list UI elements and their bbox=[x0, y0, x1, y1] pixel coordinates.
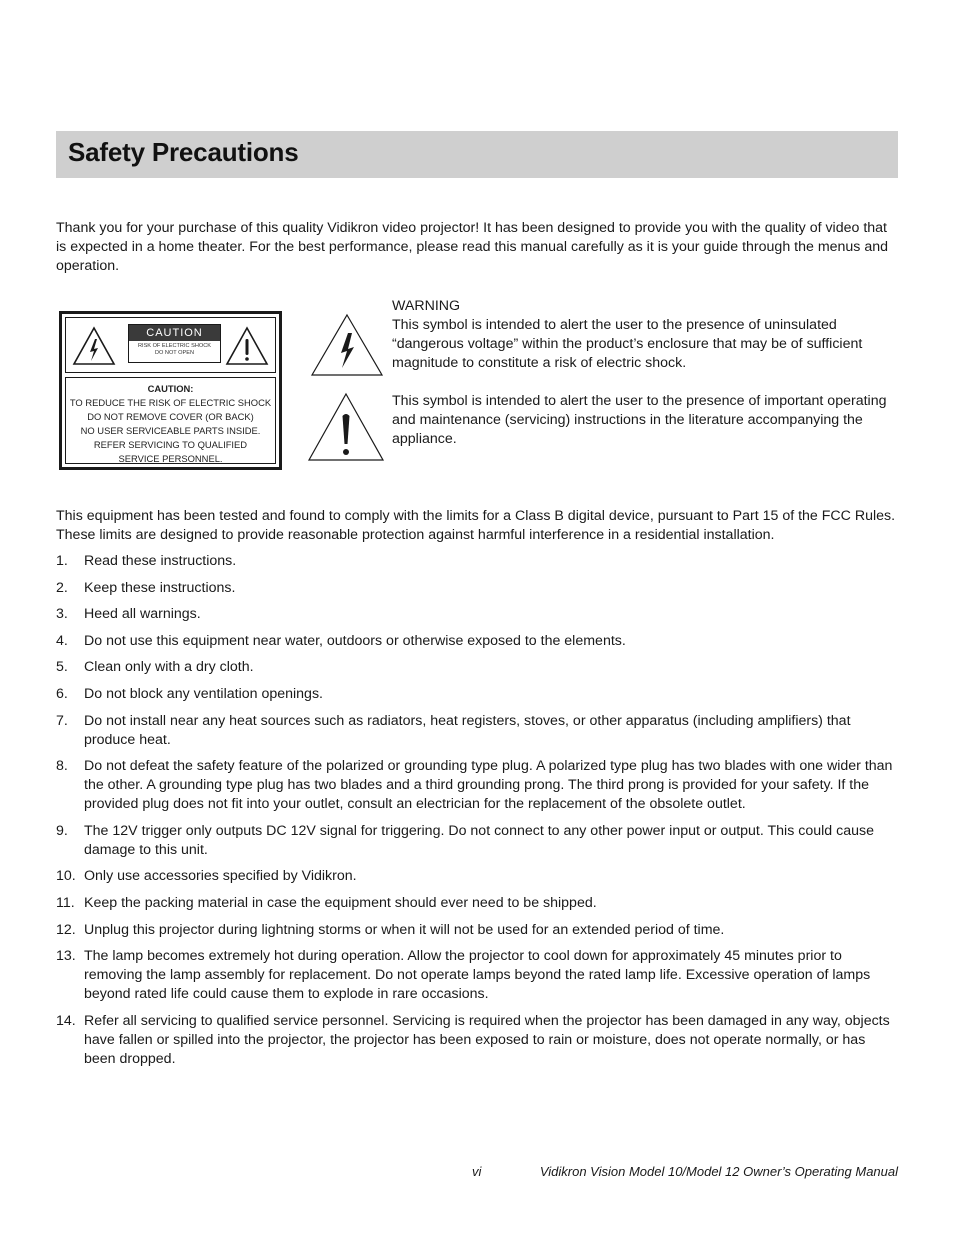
list-text: Do not block any ventilation openings. bbox=[84, 685, 323, 702]
caution-badge-header: CAUTION bbox=[129, 325, 220, 341]
page-number: vi bbox=[472, 1164, 482, 1179]
bolt-description: This symbol is intended to alert the user to the presence of uninsulated “dangerous voltage” within the product’s enclosure that may be of sufficient magnitude to constitute a risk of electric shock. bbox=[392, 317, 863, 371]
list-number: 10. bbox=[56, 868, 76, 885]
list-number: 6. bbox=[56, 685, 68, 702]
warning-heading: WARNING bbox=[392, 298, 461, 314]
title-bar bbox=[56, 131, 898, 178]
caution-line: DO NOT REMOVE COVER (OR BACK) bbox=[87, 411, 254, 422]
list-item bbox=[56, 757, 898, 814]
fcc-paragraph: This equipment has been tested and found to comply with the limits for a Class B digital device, pursuant to Part 15 of the FCC Rules. These limits are designed to provide reasonable protection against harmful interference in a residential installation. bbox=[56, 508, 896, 543]
spacer bbox=[392, 373, 898, 392]
caution-line: REFER SERVICING TO QUALIFIED bbox=[93, 439, 248, 450]
lightning-bolt-icon bbox=[310, 313, 384, 377]
list-item bbox=[56, 685, 898, 704]
caution-sub-line: DO NOT OPEN bbox=[154, 350, 195, 356]
list-item bbox=[56, 1012, 898, 1069]
exclamation-description: This symbol is intended to alert the user to the presence of important operating and maintenance (servicing) instructions in the literature accompanying the appliance. bbox=[392, 393, 887, 447]
caution-label-top bbox=[65, 317, 276, 373]
intro-paragraph: Thank you for your purchase of this quality Vidikron video projector! It has been designed to provide you with the quality of video that is expected in a home theater. For the best performance, please read this manual carefully as it is your guide through the menus and operation. bbox=[56, 220, 889, 274]
list-number: 11. bbox=[56, 894, 75, 911]
list-item bbox=[56, 632, 898, 651]
list-number: 13. bbox=[56, 948, 76, 965]
list-text: The lamp becomes extremely hot during operation. Allow the projector to cool down for approximately 45 minutes prior to removing the lamp assembly for replacement. Do not operate lamps beyond the rated lamp life. Excessive operation of lamps beyond rated life could cause them to explode in rare occasions. bbox=[84, 948, 871, 1003]
list-number: 5. bbox=[56, 659, 68, 676]
list-number: 1. bbox=[56, 553, 68, 569]
list-text: The 12V trigger only outputs DC 12V signal for triggering. Do not connect to any other power input or output. This could cause damage to this unit. bbox=[84, 822, 874, 858]
exclamation-warning-icon bbox=[225, 326, 269, 366]
caution-line: TO REDUCE THE RISK OF ELECTRIC SHOCK bbox=[69, 397, 272, 408]
list-text: Do not defeat the safety feature of the polarized or grounding type plug. A polarized type plug has two blades with one wider than the other. A grounding type plug has two blades and a third grounding prong. The third prong is provided for your safety. If the provided plug does not fit into your outlet, consult an electrician for the replacement of the obsolete outlet. bbox=[84, 758, 893, 813]
footer-title: Vidikron Vision Model 10/Model 12 Owner’s Operating Manual bbox=[539, 1164, 898, 1179]
list-text: Clean only with a dry cloth. bbox=[84, 659, 254, 676]
list-text: Do not install near any heat sources such as radiators, heat registers, stoves, or other apparatus (including amplifiers) that produce heat. bbox=[84, 712, 851, 748]
exclamation-icon bbox=[307, 392, 385, 462]
list-number: 3. bbox=[56, 606, 68, 623]
caution-label bbox=[59, 311, 282, 470]
list-number: 12. bbox=[56, 921, 76, 938]
caution-badge-subtext bbox=[129, 341, 220, 357]
warning-text bbox=[392, 297, 898, 449]
caution-badge bbox=[128, 324, 221, 363]
caution-line: NO USER SERVICEABLE PARTS INSIDE. bbox=[80, 425, 261, 436]
list-text: Refer all servicing to qualified service personnel. Servicing is required when the projector has been damaged in any way, objects have fallen or spilled into the projector, the projector has been exposed to rain or moisture, does not operate normally, or has been dropped. bbox=[84, 1012, 890, 1067]
list-number: 14. bbox=[56, 1012, 76, 1029]
list-text: Keep these instructions. bbox=[84, 579, 236, 596]
list-item bbox=[56, 822, 898, 860]
list-text: Read these instructions. bbox=[84, 553, 237, 569]
caution-heading: CAUTION: bbox=[147, 383, 194, 394]
list-number: 7. bbox=[56, 712, 68, 729]
instructions-list bbox=[56, 552, 898, 1076]
list-item bbox=[56, 712, 898, 750]
caution-line: SERVICE PERSONNEL. bbox=[118, 453, 223, 464]
caution-sub-line: RISK OF ELECTRIC SHOCK bbox=[137, 343, 212, 349]
list-number: 9. bbox=[56, 822, 68, 839]
list-item bbox=[56, 947, 898, 1004]
list-item bbox=[56, 552, 898, 571]
list-number: 2. bbox=[56, 579, 68, 596]
list-item bbox=[56, 867, 898, 886]
caution-label-text bbox=[65, 377, 276, 464]
lightning-warning-icon bbox=[72, 326, 116, 366]
list-text: Do not use this equipment near water, outdoors or otherwise exposed to the elements. bbox=[84, 632, 626, 649]
list-number: 8. bbox=[56, 758, 68, 775]
list-text: Unplug this projector during lightning storms or when it will not be used for an extended period of time. bbox=[84, 921, 725, 938]
list-number: 4. bbox=[56, 632, 68, 649]
list-item bbox=[56, 579, 898, 598]
list-text: Heed all warnings. bbox=[84, 606, 201, 623]
list-text: Only use accessories specified by Vidikron. bbox=[84, 868, 357, 885]
list-item bbox=[56, 605, 898, 624]
list-item bbox=[56, 658, 898, 677]
list-item bbox=[56, 894, 898, 913]
page-title: Safety Precautions bbox=[68, 137, 299, 167]
list-item bbox=[56, 921, 898, 940]
list-text: Keep the packing material in case the equipment should ever need to be shipped. bbox=[84, 894, 597, 911]
